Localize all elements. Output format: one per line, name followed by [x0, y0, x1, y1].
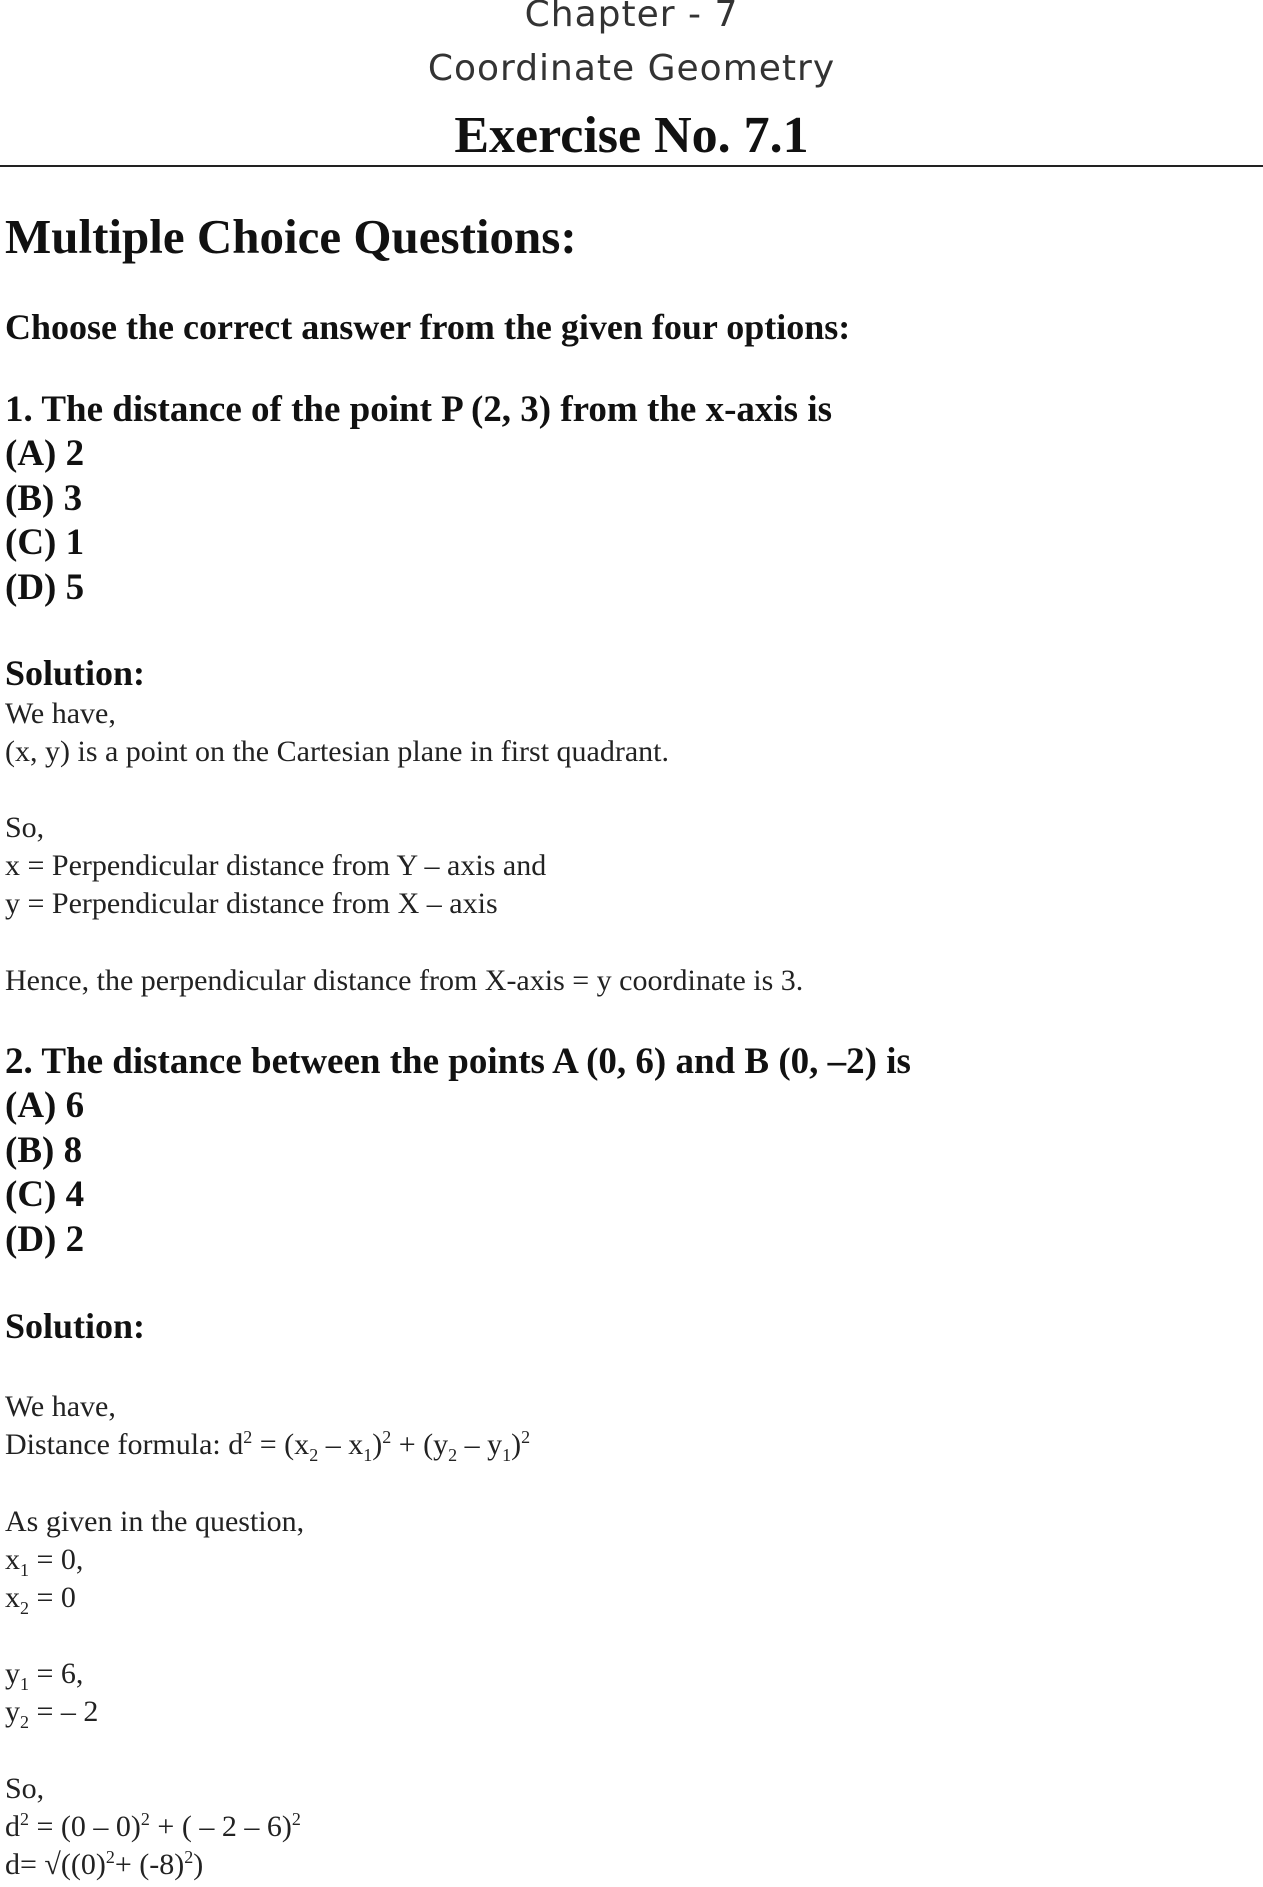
q1-line-6: Hence, the perpendicular distance from X-axis = y coordinate is 3.	[5, 964, 804, 997]
calc1-exp-2: 2	[140, 1809, 150, 1829]
q2-option-c: (C) 4	[5, 1174, 85, 1215]
q1-solution-label: Solution:	[5, 653, 146, 693]
calc2-part-b: + (-8)	[114, 1848, 185, 1881]
y1-val: = 6,	[29, 1657, 84, 1690]
q1-line-5: y = Perpendicular distance from X – axis	[5, 887, 498, 920]
distance-formula	[5, 1427, 531, 1465]
x2-value	[5, 1581, 76, 1618]
formula-exp-2: 2	[382, 1427, 392, 1447]
calc1-part-c: + ( – 2 – 6)	[149, 1810, 292, 1843]
formula-minus-y: – y	[457, 1428, 503, 1461]
formula-sub-y2: 2	[448, 1445, 458, 1465]
q1-line-1: We have,	[5, 697, 116, 730]
calc1-d: d	[5, 1810, 20, 1843]
q1-option-b: (B) 3	[5, 478, 83, 519]
q1-line-3: So,	[5, 811, 45, 844]
formula-sub-x1: 1	[363, 1445, 373, 1465]
formula-sub-y1: 1	[502, 1445, 512, 1465]
formula-sub-x2: 2	[309, 1445, 319, 1465]
q1-line-4: x = Perpendicular distance from Y – axis and	[5, 849, 547, 882]
x2-val: = 0	[29, 1581, 76, 1614]
formula-lhs: Distance formula: d	[5, 1428, 244, 1461]
section-title: Multiple Choice Questions:	[5, 209, 577, 264]
formula-exp-3: 2	[521, 1427, 531, 1447]
calc2-part-c: )	[193, 1848, 204, 1881]
calc-step-1	[5, 1810, 301, 1844]
y1-subscript: 1	[20, 1674, 29, 1694]
q2-so: So,	[5, 1772, 45, 1805]
x1-subscript: 1	[20, 1560, 29, 1580]
formula-close-2: )	[511, 1428, 522, 1461]
x1-val: = 0,	[29, 1543, 84, 1576]
x1-value	[5, 1543, 84, 1580]
q1-option-c: (C) 1	[5, 522, 85, 563]
q1-question: 1. The distance of the point P (2, 3) from the x-axis is	[5, 389, 833, 430]
formula-plus-y: + (y	[391, 1428, 449, 1461]
q2-option-d: (D) 2	[5, 1219, 85, 1260]
calc1-exp-1: 2	[20, 1809, 29, 1829]
y2-value	[5, 1695, 99, 1732]
y2-val: = – 2	[29, 1695, 99, 1728]
formula-eq: = (x	[252, 1428, 310, 1461]
section-instruction: Choose the correct answer from the given four options:	[5, 307, 851, 347]
y2-subscript: 2	[20, 1712, 29, 1732]
formula-minus-x: – x	[318, 1428, 364, 1461]
subject-heading: Coordinate Geometry	[427, 48, 836, 89]
calc-step-2	[5, 1848, 203, 1882]
x1-symbol: x	[5, 1543, 20, 1576]
exercise-title: Exercise No. 7.1	[454, 107, 809, 164]
q2-question: 2. The distance between the points A (0, 6) and B (0, –2) is	[5, 1041, 911, 1082]
q1-line-2: (x, y) is a point on the Cartesian plane in first quadrant.	[5, 735, 669, 768]
chapter-heading: Chapter - 7	[524, 0, 739, 35]
q2-solution-label: Solution:	[5, 1306, 146, 1346]
calc2-part-a: d= √((0)	[5, 1848, 106, 1881]
y1-value	[5, 1657, 84, 1694]
q1-option-d: (D) 5	[5, 567, 85, 608]
calc1-exp-3: 2	[291, 1809, 301, 1829]
q2-option-a: (A) 6	[5, 1085, 85, 1126]
y1-symbol: y	[5, 1657, 20, 1690]
formula-exp-1: 2	[243, 1427, 253, 1447]
calc2-exp-1: 2	[105, 1847, 115, 1867]
calc2-exp-2: 2	[184, 1847, 194, 1867]
q2-option-b: (B) 8	[5, 1130, 83, 1171]
y2-symbol: y	[5, 1695, 20, 1728]
x2-subscript: 2	[20, 1598, 29, 1618]
calc1-part-b: = (0 – 0)	[29, 1810, 141, 1843]
x2-symbol: x	[5, 1581, 20, 1614]
q2-we-have: We have,	[5, 1390, 116, 1423]
formula-close-1: )	[372, 1428, 383, 1461]
q2-as-given: As given in the question,	[5, 1505, 305, 1538]
header-divider	[0, 165, 1263, 167]
q1-option-a: (A) 2	[5, 433, 85, 474]
